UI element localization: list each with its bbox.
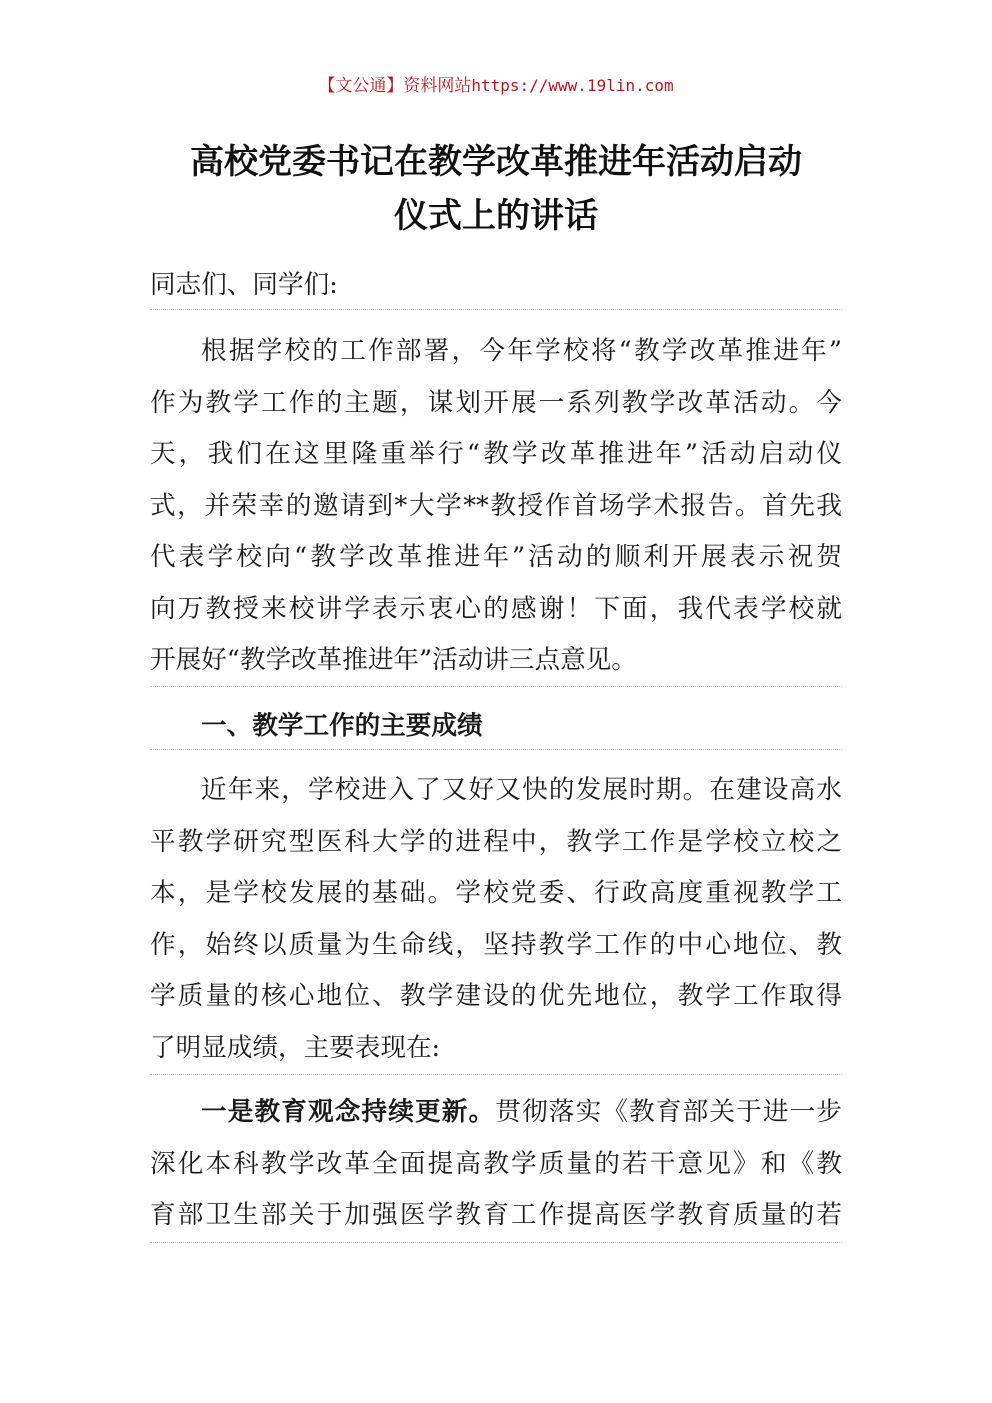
site-url[interactable]: https://www.19lin.com xyxy=(471,76,674,95)
page-title xyxy=(0,135,992,243)
paragraph-line: 根据学校的工作部署，今年学校将“教学改革推进年” xyxy=(201,336,842,366)
section-heading-block xyxy=(150,701,842,753)
paragraph-line: 代表学校向“教学改革推进年”活动的顺利开展表示祝贺 xyxy=(150,542,842,572)
paragraph-line: 了明显成绩，主要表现在: xyxy=(150,1032,441,1063)
paragraph-line: 作为教学工作的主题，谋划开展一系列教学改革活动。今 xyxy=(150,387,842,418)
divider xyxy=(150,1074,842,1075)
paragraph-line: 学质量的核心地位、教学建设的优先地位，教学工作取得 xyxy=(150,981,842,1011)
divider xyxy=(150,1242,842,1243)
paragraph-line xyxy=(150,1087,842,1139)
education-concept-paragraph xyxy=(150,1087,842,1242)
divider xyxy=(150,686,842,687)
paragraph-line: 育部卫生部关于加强医学教育工作提高医学教育质量的若 xyxy=(150,1200,842,1230)
paragraph-line: 向万教授来校讲学表示衷心的感谢！下面，我代表学校就 xyxy=(150,593,842,624)
paragraph-line: 天，我们在这里隆重举行“教学改革推进年”活动启动仪 xyxy=(150,439,842,469)
paragraph-line: 本，是学校发展的基础。学校党委、行政高度重视教学工 xyxy=(150,878,842,908)
paragraph-line: 平教学研究型医科大学的进程中，教学工作是学校立校之 xyxy=(150,826,842,857)
page-title-line-1: 高校党委书记在教学改革推进年活动启动 xyxy=(190,142,802,182)
greeting-text: 同志们、同学们: xyxy=(150,270,338,300)
achievements-paragraph xyxy=(150,765,842,1074)
intro-paragraph xyxy=(150,326,842,687)
section-heading: 一、教学工作的主要成绩 xyxy=(201,711,483,741)
greeting xyxy=(150,260,842,312)
paragraph-line: 深化本科教学改革全面提高教学质量的若干意见》和《教 xyxy=(150,1148,842,1179)
divider xyxy=(150,309,842,310)
paragraph-line: 开展好“教学改革推进年”活动讲三点意见。 xyxy=(150,645,637,675)
paragraph-lead: 一是教育观念持续更新。 xyxy=(201,1097,496,1127)
divider xyxy=(150,749,842,750)
paragraph-line: 近年来，学校进入了又好又快的发展时期。在建设高水 xyxy=(201,775,842,805)
paragraph-lead-rest: 贯彻落实《教育部关于进一步 xyxy=(495,1097,842,1127)
paragraph-line: 作，始终以质量为生命线，坚持教学工作的中心地位、教 xyxy=(150,929,842,960)
site-brand: 【文公通】资料网站 xyxy=(318,76,472,96)
site-header xyxy=(0,74,992,98)
paragraph-line: 式，并荣幸的邀请到*大学**教授作首场学术报告。首先我 xyxy=(150,490,842,521)
page-title-line-2: 仪式上的讲话 xyxy=(394,196,598,236)
